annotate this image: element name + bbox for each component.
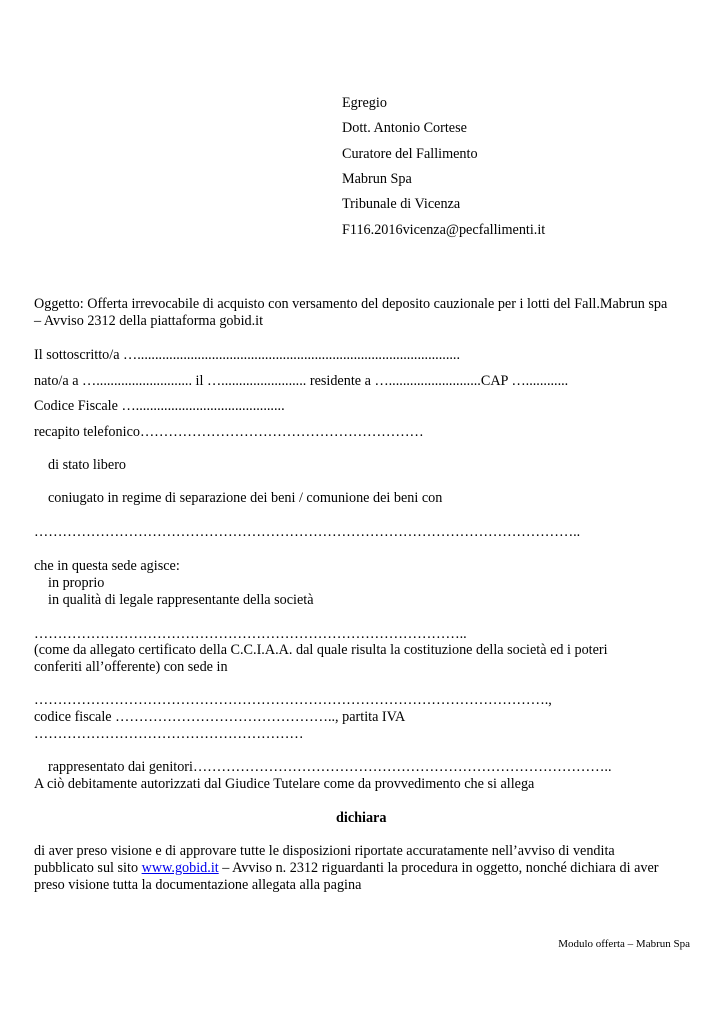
option-genitori (34, 759, 612, 776)
gobid-link[interactable]: www.gobid.it (141, 860, 219, 876)
recipient-company: Mabrun Spa (342, 171, 412, 187)
codice-fiscale-piva: codice fiscale ……………………………………….., partita IVA (34, 709, 406, 725)
recipient-name: Dott. Antonio Cortese (342, 120, 467, 136)
autorizzati-text: A ciò debitamente autorizzati dal Giudice Tutelare come da provvedimento che si allega (34, 776, 535, 792)
option-in-proprio (34, 575, 104, 592)
declaration-heading: dichiara (336, 810, 387, 826)
coniugato-dots: …………………………………………………………………………………………………….. (34, 524, 581, 540)
option-coniugato (34, 490, 442, 507)
agisce-label: che in questa sede agisce: (34, 558, 180, 574)
option-label: rappresentato dai genitori…………………………………………………………………………….. (48, 759, 612, 775)
field-nato-residente: nato/a a …........................... il …........................ residente a …..........................CAP …............ (34, 373, 569, 389)
declaration-line-1: di aver preso visione e di approvare tutte le disposizioni riportate accuratamente nell’avviso di vendita (34, 843, 615, 859)
field-codice-fiscale: Codice Fiscale ….......................................... (34, 398, 285, 414)
option-label: di stato libero (48, 457, 127, 473)
recipient-salutation: Egregio (342, 95, 387, 111)
ccia-line-1: (come da allegato certificato della C.C.I.A.A. dal quale risulta la costituzione della società ed i poteri (34, 642, 608, 658)
declaration-line-2-post: – Avviso n. 2312 riguardanti la procedura in oggetto, nonché dichiara di aver (218, 860, 659, 876)
recipient-court: Tribunale di Vicenza (342, 196, 461, 212)
piva-dots: ………………………………………………… (34, 726, 304, 742)
recipient-role: Curatore del Fallimento (342, 146, 478, 162)
subject-line-1: Oggetto: Offerta irrevocabile di acquisto con versamento del deposito cauzionale per i lotti del Fall.Mabrun spa (34, 296, 668, 312)
option-legale-rappresentante (34, 592, 314, 609)
declaration-line-2-pre: pubblicato sul sito (34, 860, 142, 876)
option-label: in qualità di legale rappresentante della società (48, 592, 314, 608)
declaration-line-3: preso visione tutta la documentazione allegata alla pagina (34, 877, 362, 893)
option-stato-libero (34, 457, 126, 474)
declaration-line-2 (34, 860, 659, 877)
ccia-line-2: conferiti all’offerente) con sede in (34, 659, 228, 675)
sede-dots: ………………………………………………………………………………………………., (34, 692, 552, 708)
societa-dots: ……………………………………………………………………………….. (34, 626, 467, 642)
subject-line-2: – Avviso 2312 della piattaforma gobid.it (34, 313, 264, 329)
option-label: in proprio (48, 575, 105, 591)
footer-text: Modulo offerta – Mabrun Spa (558, 938, 690, 950)
recipient-email: F116.2016vicenza@pecfallimenti.it (342, 222, 546, 238)
field-recapito-telefonico: recapito telefonico…………………………………………………… (34, 424, 424, 440)
field-sottoscritto: Il sottoscritto/a …........................................................................................... (34, 347, 461, 363)
option-label: coniugato in regime di separazione dei beni / comunione dei beni con (48, 490, 443, 506)
